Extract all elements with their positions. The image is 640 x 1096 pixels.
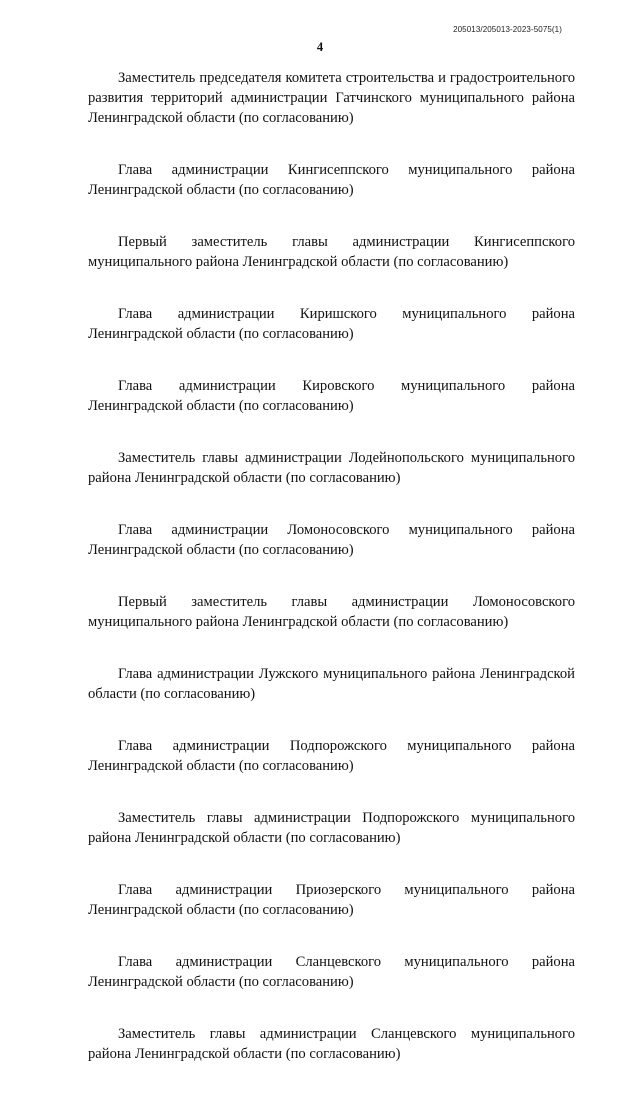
paragraph: Глава администрации Киришского муниципального района Ленинградской области (по согласованию) xyxy=(88,306,575,342)
paragraph: Глава администрации Кингисеппского муниципального района Ленинградской области (по согласованию) xyxy=(88,162,575,198)
document-id: 205013/205013-2023-5075(1) xyxy=(453,25,562,34)
paragraph: Заместитель председателя комитета строительства и градостроительного развития территорий администрации Гатчинского муниципального района Ленинградской области (по согласованию) xyxy=(88,70,575,126)
paragraph: Заместитель главы администрации Лодейнопольского муниципального района Ленинградской области (по согласованию) xyxy=(88,450,575,486)
paragraph: Глава администрации Кировского муниципального района Ленинградской области (по согласованию) xyxy=(88,378,575,414)
paragraph: Первый заместитель главы администрации Ломоносовского муниципального района Ленинградской области (по согласованию) xyxy=(88,594,575,630)
paragraph: Глава администрации Ломоносовского муниципального района Ленинградской области (по согласованию) xyxy=(88,522,575,558)
paragraph: Глава администрации Лужского муниципального района Ленинградской области (по согласованию) xyxy=(88,666,575,702)
paragraph: Глава администрации Приозерского муниципального района Ленинградской области (по согласованию) xyxy=(88,882,575,918)
document-body xyxy=(88,68,575,1096)
paragraph: Глава администрации Сланцевского муниципального района Ленинградской области (по согласованию) xyxy=(88,954,575,990)
paragraph: Глава администрации Подпорожского муниципального района Ленинградской области (по согласованию) xyxy=(88,738,575,774)
page-number: 4 xyxy=(316,40,324,54)
paragraph: Заместитель главы администрации Сланцевского муниципального района Ленинградской области (по согласованию) xyxy=(88,1026,575,1062)
paragraph: Первый заместитель главы администрации Кингисеппского муниципального района Ленинградской области (по согласованию) xyxy=(88,234,575,270)
paragraph: Заместитель главы администрации Подпорожского муниципального района Ленинградской области (по согласованию) xyxy=(88,810,575,846)
